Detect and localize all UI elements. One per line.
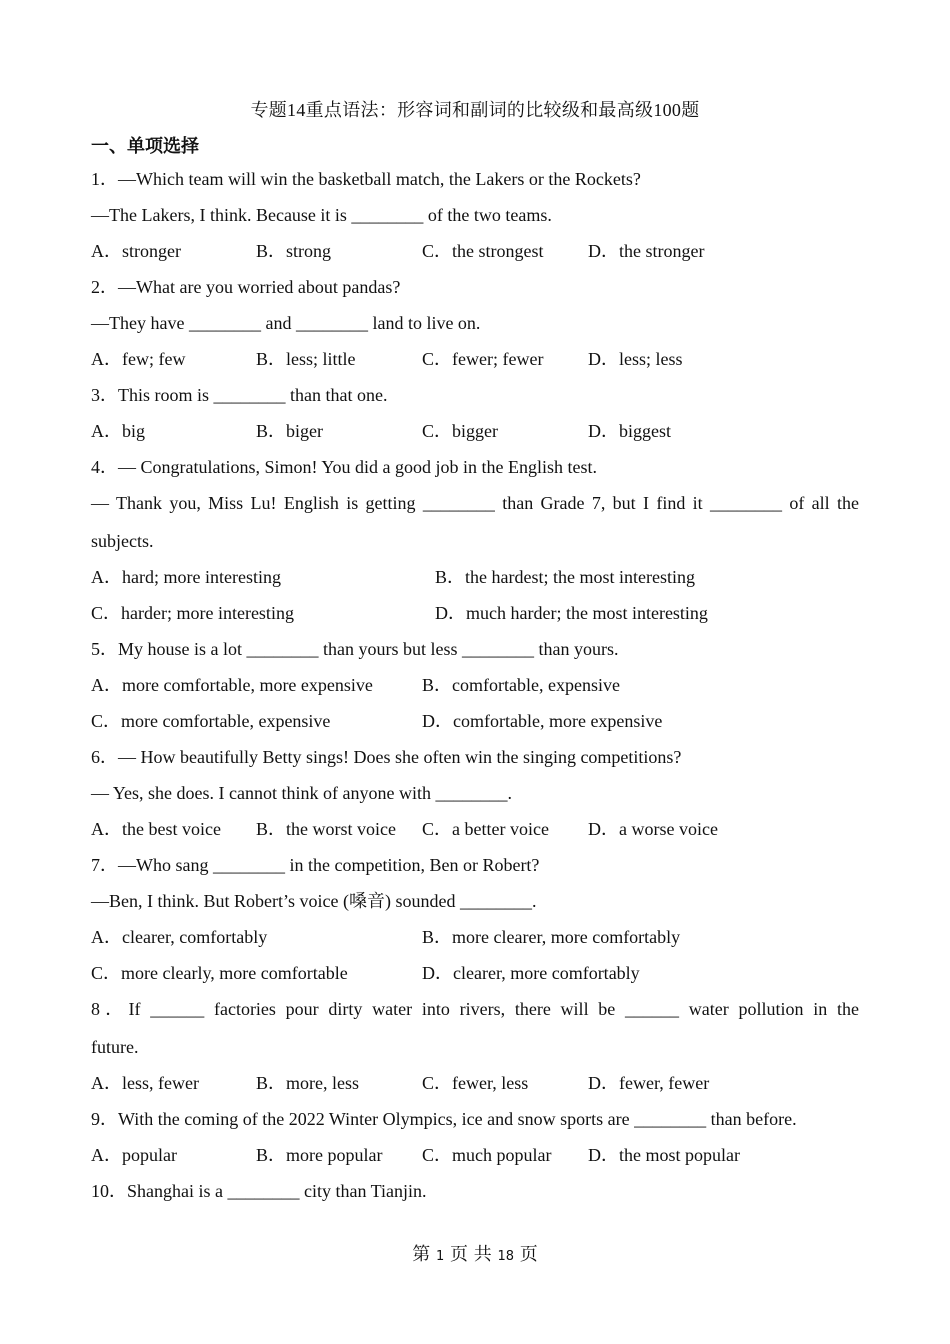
question-6-line-1: 6．— How beautifully Betty sings! Does she often win the singing competitions? bbox=[91, 747, 682, 767]
footer-middle: 页 共 bbox=[450, 1244, 492, 1265]
question-2-option-d: D．less; less bbox=[588, 349, 683, 369]
section-heading: 一、单项选择 bbox=[91, 136, 199, 157]
question-4-line-1: 4．— Congratulations, Simon! You did a good job in the English test. bbox=[91, 457, 598, 477]
question-7-option-a: A．clearer, comfortably bbox=[91, 927, 268, 947]
question-6-option-b: B．the worst voice bbox=[256, 819, 396, 839]
question-8-option-c: C．fewer, less bbox=[422, 1073, 529, 1093]
question-6-option-a: A．the best voice bbox=[91, 819, 221, 839]
footer-total-pages: 18 bbox=[497, 1249, 515, 1264]
question-1-line-2: —The Lakers, I think. Because it is ________ of the two teams. bbox=[91, 205, 552, 225]
question-2-line-2: —They have ________ and ________ land to live on. bbox=[91, 313, 481, 333]
question-7-option-c: C．more clearly, more comfortable bbox=[91, 963, 348, 983]
question-8-line-1: 8．If ______ factories pour dirty water into rivers, there will be ______ water pollution in the bbox=[91, 999, 859, 1019]
question-5-option-a: A．more comfortable, more expensive bbox=[91, 675, 373, 695]
question-2-option-a: A．few; few bbox=[91, 349, 186, 369]
question-2-option-c: C．fewer; fewer bbox=[422, 349, 544, 369]
question-1-option-b: B．strong bbox=[256, 241, 332, 261]
question-3-option-c: C．bigger bbox=[422, 421, 498, 441]
question-1-option-c: C．the strongest bbox=[422, 241, 544, 261]
question-4-option-a: A．hard; more interesting bbox=[91, 567, 281, 587]
question-4-option-c: C．harder; more interesting bbox=[91, 603, 294, 623]
question-5-option-c: C．more comfortable, expensive bbox=[91, 711, 331, 731]
question-10-line-1: 10．Shanghai is a ________ city than Tianjin. bbox=[91, 1181, 427, 1201]
question-2-option-b: B．less; little bbox=[256, 349, 356, 369]
question-8-option-d: D．fewer, fewer bbox=[588, 1073, 710, 1093]
question-4-option-d: D．much harder; the most interesting bbox=[435, 603, 708, 623]
question-7-option-b: B．more clearer, more comfortably bbox=[422, 927, 681, 947]
question-3-option-d: D．biggest bbox=[588, 421, 671, 441]
page-title: 专题14重点语法：形容词和副词的比较级和最高级100题 bbox=[250, 100, 700, 120]
question-3-option-a: A．big bbox=[91, 421, 145, 441]
question-9-option-d: D．the most popular bbox=[588, 1145, 740, 1165]
question-2-line-1: 2．—What are you worried about pandas? bbox=[91, 277, 401, 297]
question-7-line-2: —Ben, I think. But Robert’s voice (嗓音) sounded ________. bbox=[91, 891, 537, 911]
question-6-line-2: — Yes, she does. I cannot think of anyone with ________. bbox=[91, 783, 512, 803]
question-9-option-a: A．popular bbox=[91, 1145, 177, 1165]
question-6-option-c: C．a better voice bbox=[422, 819, 549, 839]
question-9-option-b: B．more popular bbox=[256, 1145, 383, 1165]
question-8-option-a: A．less, fewer bbox=[91, 1073, 199, 1093]
question-7-line-1: 7．—Who sang ________ in the competition, Ben or Robert? bbox=[91, 855, 540, 875]
question-5-option-d: D．comfortable, more expensive bbox=[422, 711, 663, 731]
question-4-option-b: B．the hardest; the most interesting bbox=[435, 567, 695, 587]
question-6-option-d: D．a worse voice bbox=[588, 819, 718, 839]
question-5-option-b: B．comfortable, expensive bbox=[422, 675, 620, 695]
footer-suffix: 页 bbox=[519, 1244, 538, 1265]
question-1-option-a: A．stronger bbox=[91, 241, 181, 261]
question-1-line-1: 1．—Which team will win the basketball match, the Lakers or the Rockets? bbox=[91, 169, 641, 189]
question-5-line-1: 5．My house is a lot ________ than yours but less ________ than yours. bbox=[91, 639, 619, 659]
question-8-line-2: future. bbox=[91, 1037, 139, 1057]
question-9-option-c: C．much popular bbox=[422, 1145, 552, 1165]
question-3-option-b: B．biger bbox=[256, 421, 323, 441]
question-4-line-2: — Thank you, Miss Lu! English is getting ________ than Grade 7, but I find it ________ of all the bbox=[91, 493, 859, 513]
question-3-line-1: 3．This room is ________ than that one. bbox=[91, 385, 388, 405]
question-8-option-b: B．more, less bbox=[256, 1073, 359, 1093]
question-1-option-d: D．the stronger bbox=[588, 241, 705, 261]
question-4-line-3: subjects. bbox=[91, 531, 154, 551]
footer-prefix: 第 bbox=[412, 1244, 431, 1265]
footer-page-number: 1 bbox=[435, 1249, 445, 1264]
question-7-option-d: D．clearer, more comfortably bbox=[422, 963, 640, 983]
page-footer bbox=[0, 1240, 950, 1266]
question-9-line-1: 9．With the coming of the 2022 Winter Olympics, ice and snow sports are ________ than before. bbox=[91, 1109, 797, 1129]
